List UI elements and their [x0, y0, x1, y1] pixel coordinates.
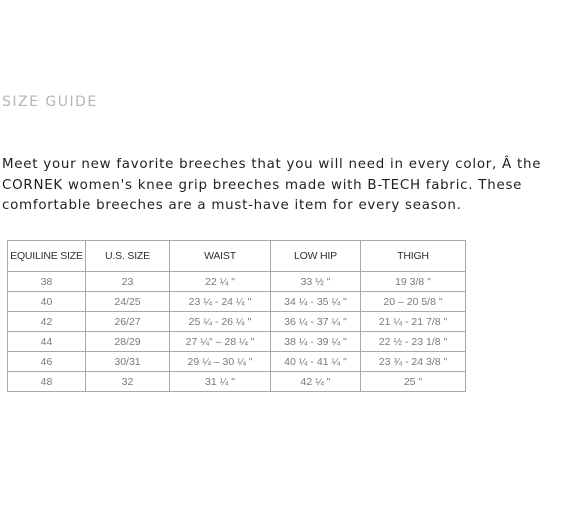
- size-table: [7, 240, 466, 392]
- cell-us-size: 28/29: [86, 332, 170, 352]
- cell-low-hip: 40 ¼ - 41 ¼ ": [271, 352, 361, 372]
- cell-low-hip: 42 ¼ ": [271, 372, 361, 392]
- cell-thigh: 20 – 20 5/8 ": [361, 292, 466, 312]
- cell-waist: 23 ¼ - 24 ¼ ": [170, 292, 271, 312]
- cell-thigh: 21 ¼ - 21 7/8 ": [361, 312, 466, 332]
- cell-low-hip: 34 ¼ - 35 ¼ ": [271, 292, 361, 312]
- cell-waist: 25 ¼ - 26 ¼ ": [170, 312, 271, 332]
- size-guide-heading: SIZE GUIDE: [2, 94, 98, 110]
- cell-low-hip: 33 ½ ": [271, 272, 361, 292]
- product-description: Meet your new favorite breeches that you will need in every color, Â the CORNEK women's knee grip breeches made with B-TECH fabric. These comfortable breeches are a must-have item for every season.: [2, 157, 542, 213]
- cell-waist: 22 ¼ ": [170, 272, 271, 292]
- cell-equiline-size: 38: [8, 272, 86, 292]
- cell-equiline-size: 42: [8, 312, 86, 332]
- cell-thigh: 25 ": [361, 372, 466, 392]
- cell-equiline-size: 44: [8, 332, 86, 352]
- header-equiline-size: EQUILINE SIZE: [8, 241, 86, 272]
- cell-equiline-size: 40: [8, 292, 86, 312]
- cell-us-size: 32: [86, 372, 170, 392]
- cell-equiline-size: 46: [8, 352, 86, 372]
- table-row: [8, 332, 466, 352]
- table-row: [8, 352, 466, 372]
- cell-equiline-size: 48: [8, 372, 86, 392]
- table-header-row: [8, 241, 466, 272]
- table-row: [8, 272, 466, 292]
- cell-waist: 27 ¼" – 28 ¼ ": [170, 332, 271, 352]
- header-thigh: THIGH: [361, 241, 466, 272]
- size-chart-image: [7, 240, 466, 392]
- cell-thigh: 19 3/8 ": [361, 272, 466, 292]
- cell-us-size: 30/31: [86, 352, 170, 372]
- cell-us-size: 24/25: [86, 292, 170, 312]
- header-us-size: U.S. SIZE: [86, 241, 170, 272]
- header-low-hip: LOW HIP: [271, 241, 361, 272]
- cell-low-hip: 36 ¼ - 37 ¼ ": [271, 312, 361, 332]
- cell-waist: 31 ¼ ": [170, 372, 271, 392]
- table-row: [8, 312, 466, 332]
- cell-low-hip: 38 ¼ - 39 ¼ ": [271, 332, 361, 352]
- cell-thigh: 22 ½ - 23 1/8 ": [361, 332, 466, 352]
- cell-us-size: 26/27: [86, 312, 170, 332]
- cell-us-size: 23: [86, 272, 170, 292]
- cell-waist: 29 ¼ – 30 ¼ ": [170, 352, 271, 372]
- header-waist: WAIST: [170, 241, 271, 272]
- table-row: [8, 372, 466, 392]
- table-row: [8, 292, 466, 312]
- cell-thigh: 23 ¾ - 24 3/8 ": [361, 352, 466, 372]
